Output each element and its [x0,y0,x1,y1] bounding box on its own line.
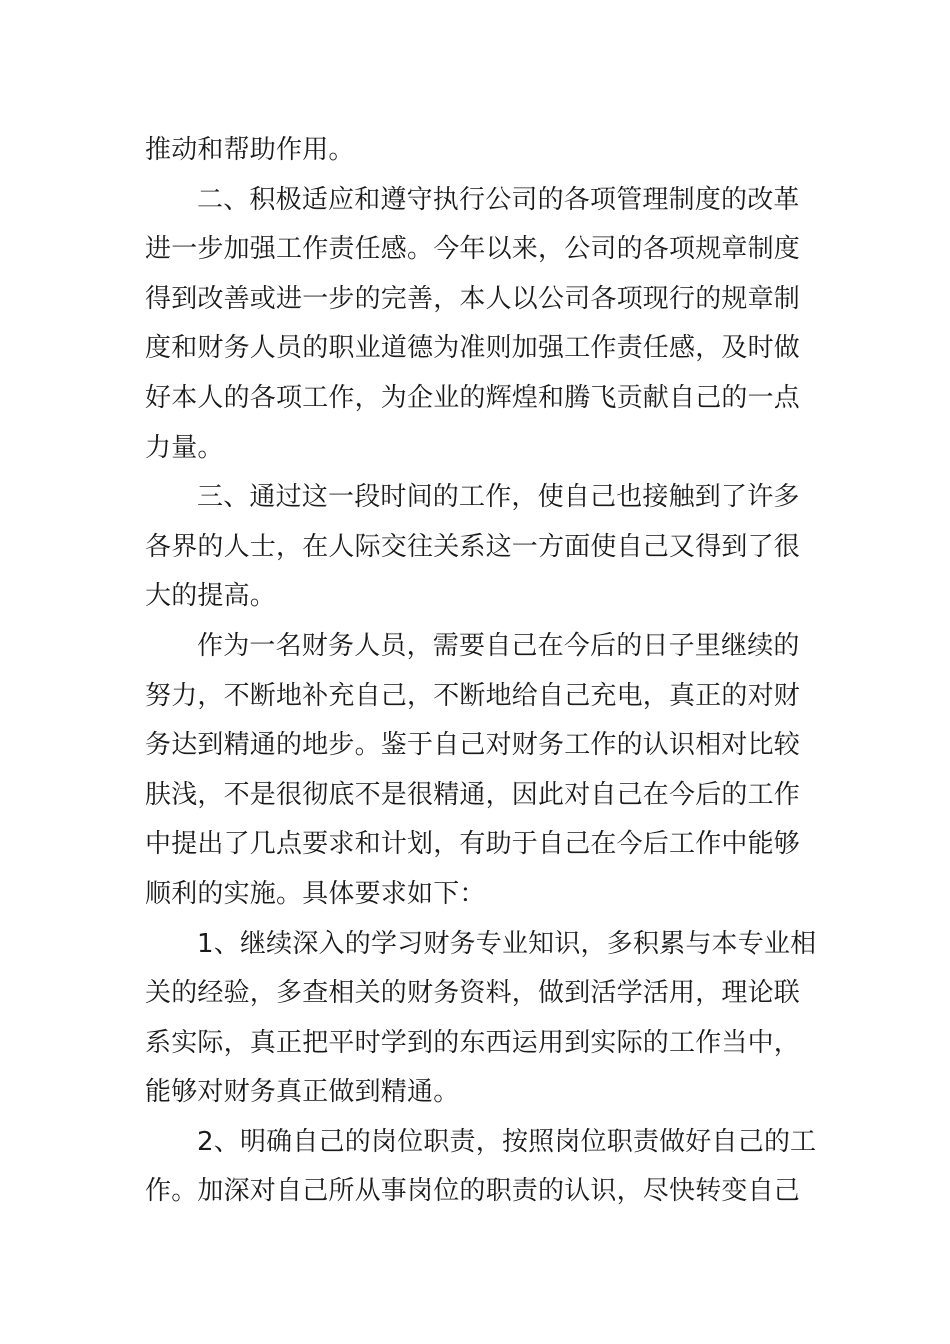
text-line: 顺利的实施。具体要求如下： [145,878,486,909]
text-line: 努力，不断地补充自己，不断地给自己充电，真正的对财 [145,680,801,711]
text-line: 作。加深对自己所从事岗位的职责的认识，尽快转变自己 [145,1176,801,1207]
document-body [145,126,817,1217]
paragraph-2 [145,176,807,474]
text-line: 各界的人士，在人际交往关系这一方面使自己又得到了很 [145,531,801,562]
paragraph-4 [145,622,807,920]
text-line: 系实际，真正把平时学到的东西运用到实际的工作当中， [145,1027,801,1058]
text-line: 大的提高。 [145,581,277,612]
text-line: 三、通过这一段时间的工作，使自己也接触到了许多 [197,482,800,513]
text-line: 推动和帮助作用。 [145,135,355,165]
paragraph-5 [145,920,817,1118]
paragraph-3 [145,473,807,622]
text-line: 作为一名财务人员，需要自己在今后的日子里继续的 [197,630,800,661]
text-line: 得到改善或进一步的完善，本人以公司各项现行的规章制 [145,283,801,314]
text-line: 二、积极适应和遵守执行公司的各项管理制度的改革 [197,184,800,215]
text-line: 度和财务人员的职业道德为准则加强工作责任感，及时做 [145,333,801,364]
text-line: 能够对财务真正做到精通。 [145,1077,460,1108]
paragraph-1 [145,126,807,176]
text-line: 进一步加强工作责任感。今年以来，公司的各项规章制度 [145,234,801,265]
text-line: 肤浅，不是很彻底不是很精通，因此对自己在今后的工作 [145,779,801,810]
text-line: 关的经验，多查相关的财务资料，做到活学活用，理论联 [145,978,801,1009]
text-line: 中提出了几点要求和计划，有助于自己在今后工作中能够 [145,829,801,860]
text-line: 好本人的各项工作，为企业的辉煌和腾飞贡献自己的一点 [145,382,801,413]
text-line: 务达到精通的地步。鉴于自己对财务工作的认识相对比较 [145,730,801,761]
paragraph-6 [145,1118,817,1217]
text-line: 力量。 [145,432,224,463]
text-line: 1、继续深入的学习财务专业知识，多积累与本专业相 [197,928,817,959]
text-line: 2、明确自己的岗位职责，按照岗位职责做好自己的工 [197,1126,817,1157]
